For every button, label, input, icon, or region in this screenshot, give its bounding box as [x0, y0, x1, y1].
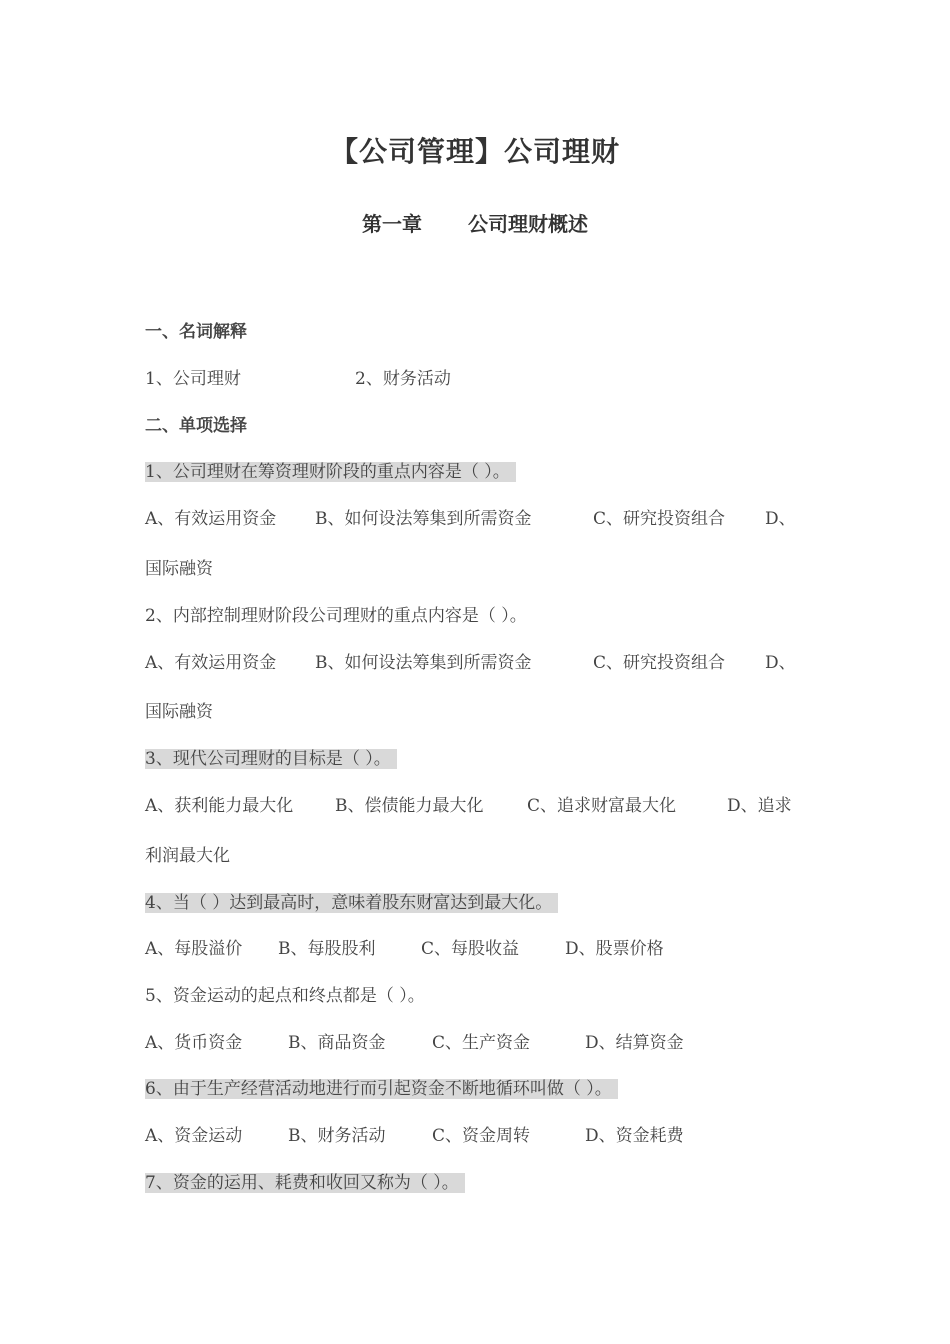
question-6-options [145, 1124, 684, 1148]
question-5 [145, 984, 425, 1008]
option-b: B、如何设法筹集到所需资金 [315, 653, 532, 673]
question-1 [145, 460, 516, 484]
option-c: C、资金周转 [432, 1126, 531, 1146]
option-c: C、研究投资组合 [593, 509, 726, 529]
option-c: C、追求财富最大化 [527, 796, 677, 816]
question-6 [145, 1077, 618, 1101]
chapter-heading [0, 208, 950, 237]
option-c: C、研究投资组合 [593, 653, 726, 673]
question-1-options [145, 507, 796, 531]
question-2-options [145, 651, 796, 675]
option-b: B、财务活动 [288, 1126, 386, 1146]
term-item: 2、财务活动 [355, 369, 451, 389]
question-text: 3、现代公司理财的目标是（ ）。 [145, 749, 397, 769]
question-text: 4、当（ ）达到最高时，意味着股东财富达到最大化。 [145, 893, 558, 913]
section-heading-single-choice: 二、单项选择 [145, 416, 247, 436]
question-text: 5、资金运动的起点和终点都是（ ）。 [145, 986, 425, 1006]
option-c: C、每股收益 [421, 939, 520, 959]
option-a: A、获利能力最大化 [145, 796, 294, 816]
option-a: A、有效运用资金 [145, 509, 277, 529]
question-text: 6、由于生产经营活动地进行而引起资金不断地循环叫做（ ）。 [145, 1079, 618, 1099]
option-a: A、每股溢价 [145, 939, 243, 959]
question-2-options-cont: 国际融资 [145, 702, 213, 722]
question-text: 1、公司理财在筹资理财阶段的重点内容是（ ）。 [145, 462, 516, 482]
document-title: 【公司管理】公司理财 [329, 135, 620, 168]
question-1-options-cont: 国际融资 [145, 559, 213, 579]
terms-row [145, 367, 451, 391]
question-7 [145, 1171, 465, 1195]
question-text: 2、内部控制理财阶段公司理财的重点内容是（ ）。 [145, 606, 527, 626]
question-text: 7、资金的运用、耗费和收回又称为（ ）。 [145, 1173, 465, 1193]
option-d: D、追求 [727, 796, 792, 816]
option-d: D、结算资金 [585, 1033, 684, 1053]
option-b: B、每股股利 [278, 939, 376, 959]
chapter-number: 第一章 [362, 212, 422, 236]
option-b: B、如何设法筹集到所需资金 [315, 509, 532, 529]
question-5-options [145, 1031, 684, 1055]
option-d: D、 [765, 653, 796, 673]
question-3 [145, 747, 397, 771]
section-heading-terms: 一、名词解释 [145, 322, 247, 342]
question-4 [145, 891, 558, 915]
question-2 [145, 604, 527, 628]
option-d: D、股票价格 [565, 939, 664, 959]
option-a: A、货币资金 [145, 1033, 243, 1053]
option-d: D、资金耗费 [585, 1126, 684, 1146]
option-d: D、 [765, 509, 796, 529]
option-a: A、有效运用资金 [145, 653, 277, 673]
question-4-options [145, 937, 664, 961]
question-3-options [145, 794, 792, 818]
option-a: A、资金运动 [145, 1126, 243, 1146]
chapter-name: 公司理财概述 [468, 212, 588, 236]
question-3-options-cont: 利润最大化 [145, 846, 230, 866]
option-b: B、偿债能力最大化 [335, 796, 484, 816]
term-item: 1、公司理财 [145, 369, 241, 389]
option-c: C、生产资金 [432, 1033, 531, 1053]
option-b: B、商品资金 [288, 1033, 386, 1053]
